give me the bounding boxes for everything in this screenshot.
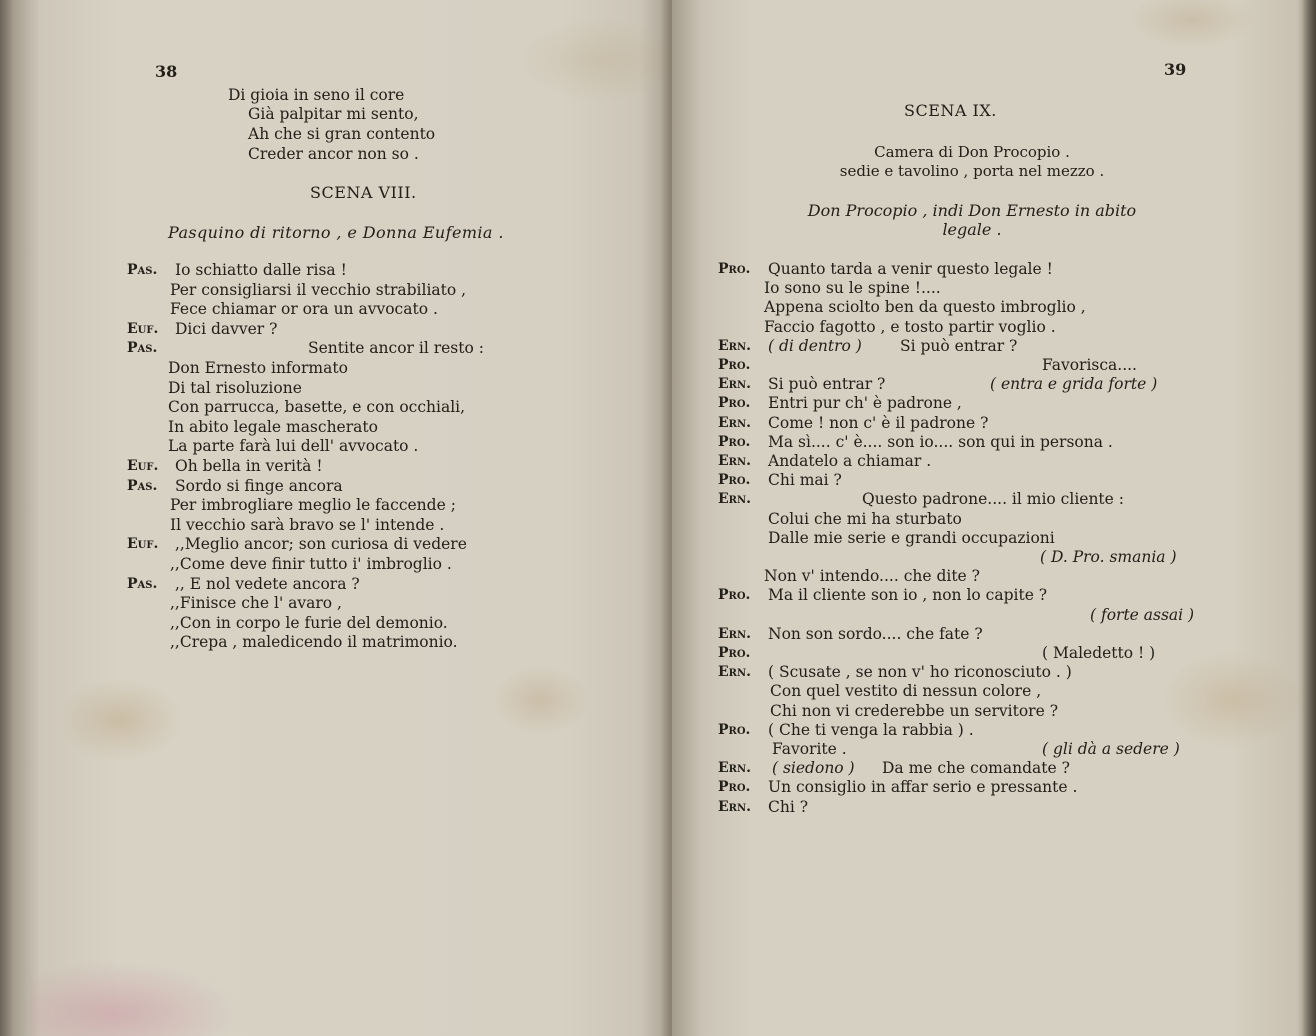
speaker-label: Ern. (718, 760, 751, 777)
dialogue-line: Come ! non c' è il padrone ? (768, 413, 989, 432)
stage-direction: ( entra e grida forte ) (990, 375, 1158, 394)
dialogue-line: Fece chiamar or ora un avvocato . (170, 300, 438, 319)
right-page (672, 0, 1316, 1036)
stage-direction: ( di dentro ) (768, 336, 862, 355)
dialogue-line: ( Maledetto ! ) (1042, 644, 1156, 662)
dialogue-line: ( Scusate , se non v' ho riconosciuto . ) (768, 663, 1072, 682)
speaker-label: Pro. (718, 779, 751, 796)
verse-line: Ah che si gran contento (248, 125, 436, 143)
dialogue-line: Questo padrone.... il mio cliente : (862, 490, 1124, 509)
dialogue-line: In abito legale mascherato (168, 417, 378, 436)
page-edge (1302, 0, 1316, 1036)
dialogue-line: Chi non vi crederebbe un servitore ? (770, 701, 1058, 720)
speaker-label: Pro. (718, 261, 751, 277)
dialogue-line: Con quel vestito di nessun colore , (770, 682, 1042, 701)
speaker-label: Pas. (127, 262, 158, 278)
dialogue-line: ( Che ti venga la rabbia ) . (768, 720, 974, 739)
dialogue-line: Favorite . (772, 740, 847, 758)
speaker-label: Pas. (127, 340, 158, 357)
dialogue-line: Di tal risoluzione (168, 378, 302, 397)
dialogue-line: Faccio fagotto , e tosto partir voglio . (764, 317, 1056, 336)
dialogue-line: Entri pur ch' è padrone , (768, 394, 962, 413)
speaker-label: Ern. (718, 491, 751, 508)
dialogue-line: Si può entrar ? (900, 336, 1018, 355)
dialogue-line: Da me che comandate ? (882, 759, 1070, 778)
scene-title: SCENA VIII. (310, 183, 417, 202)
dialogue-line: Non son sordo.... che fate ? (768, 624, 983, 643)
dialogue-line: Non v' intendo.... che dite ? (764, 567, 980, 586)
speaker-label: Pro. (718, 587, 751, 604)
stage-direction: ( forte assai ) (1090, 605, 1195, 624)
speaker-label: Pro. (718, 645, 751, 661)
page-stain (30, 960, 240, 1036)
speaker-label: Ern. (718, 625, 751, 642)
stage-direction: ( siedono ) (772, 759, 855, 778)
scene-setting: Camera di Don Procopio . (874, 143, 1070, 161)
dialogue-line: Chi mai ? (768, 471, 842, 490)
page-number: 39 (1164, 60, 1187, 79)
speaker-label: Pro. (718, 433, 751, 450)
dialogue-line: Dalle mie serie e grandi occupazioni (768, 528, 1055, 547)
scene-characters: Don Procopio , indi Don Ernesto in abito (807, 201, 1137, 220)
speaker-label: Ern. (718, 376, 751, 393)
dialogue-line: Chi ? (768, 797, 809, 816)
verse-line: Già palpitar mi sento, (248, 105, 419, 123)
dialogue-line: ,,Finisce che l' avaro , (170, 594, 342, 613)
dialogue-line: Sentite ancor il resto : (308, 339, 484, 358)
dialogue-line: Un consiglio in affar serio e pressante . (768, 778, 1078, 797)
dialogue-line: Appena sciolto ben da questo imbroglio , (764, 298, 1086, 317)
speaker-label: Pro. (718, 395, 751, 412)
speaker-label: Ern. (718, 664, 751, 681)
dialogue-line: ,,Con in corpo le furie del demonio. (170, 613, 448, 632)
speaker-label: Ern. (718, 414, 751, 431)
dialogue-line: Io schiatto dalle risa ! (175, 261, 347, 279)
dialogue-line: Per imbrogliare meglio le faccende ; (170, 496, 456, 515)
dialogue-line: La parte farà lui dell' avvocato . (168, 437, 419, 456)
scene-title: SCENA IX. (904, 101, 997, 120)
speaker-label: Pro. (718, 472, 751, 489)
speaker-label: Pas. (127, 575, 158, 592)
dialogue-line: Sordo si finge ancora (175, 476, 343, 495)
speaker-label: Ern. (718, 453, 751, 469)
dialogue-line: Ma sì.... c' è.... son io.... son qui in persona . (768, 432, 1113, 451)
page-number: 38 (155, 62, 178, 81)
verse-line: Di gioia in seno il core (228, 86, 405, 104)
scene-characters: legale . (942, 220, 1002, 239)
speaker-label: Pro. (718, 357, 751, 373)
dialogue-line: Dici davver ? (175, 319, 278, 338)
speaker-label: Ern. (718, 798, 751, 815)
dialogue-line: Oh bella in verità ! (175, 457, 323, 475)
dialogue-line: Io sono su le spine !.... (764, 279, 941, 298)
stage-direction: ( gli dà a sedere ) (1042, 740, 1180, 758)
scene-setting: sedie e tavolino , porta nel mezzo . (839, 162, 1105, 180)
dialogue-line: Si può entrar ? (768, 375, 886, 394)
dialogue-line: Don Ernesto informato (168, 359, 348, 377)
speaker-label: Ern. (718, 337, 751, 354)
dialogue-line: ,,Meglio ancor; son curiosa di vedere (175, 535, 467, 554)
dialogue-line: Ma il cliente son io , non lo capite ? (768, 586, 1048, 605)
dialogue-line: Per consigliarsi il vecchio strabiliato , (170, 280, 467, 299)
verse-line: Creder ancor non so . (248, 145, 419, 163)
speaker-label: Pas. (127, 477, 158, 494)
speaker-label: Euf. (127, 458, 159, 474)
dialogue-line: ,,Crepa , maledicendo il matrimonio. (170, 633, 458, 652)
dialogue-line: Con parrucca, basette, e con occhiali, (168, 398, 466, 417)
dialogue-line: ,, E nol vedete ancora ? (175, 574, 360, 593)
stage-direction: ( D. Pro. smania ) (1040, 548, 1177, 566)
scene-characters: Pasquino di ritorno , e Donna Eufemia . (168, 223, 504, 242)
speaker-label: Euf. (127, 536, 159, 553)
speaker-label: Pro. (718, 721, 751, 738)
dialogue-line: Colui che mi ha sturbato (768, 509, 962, 528)
dialogue-line: Il vecchio sarà bravo se l' intende . (170, 515, 445, 534)
dialogue-line: Quanto tarda a venir questo legale ! (768, 260, 1053, 278)
dialogue-line: Favorisca.... (1042, 356, 1137, 374)
speaker-label: Euf. (127, 320, 159, 337)
dialogue-line: Andatelo a chiamar . (768, 452, 932, 470)
dialogue-line: ,,Come deve finir tutto i' imbroglio . (170, 555, 452, 573)
